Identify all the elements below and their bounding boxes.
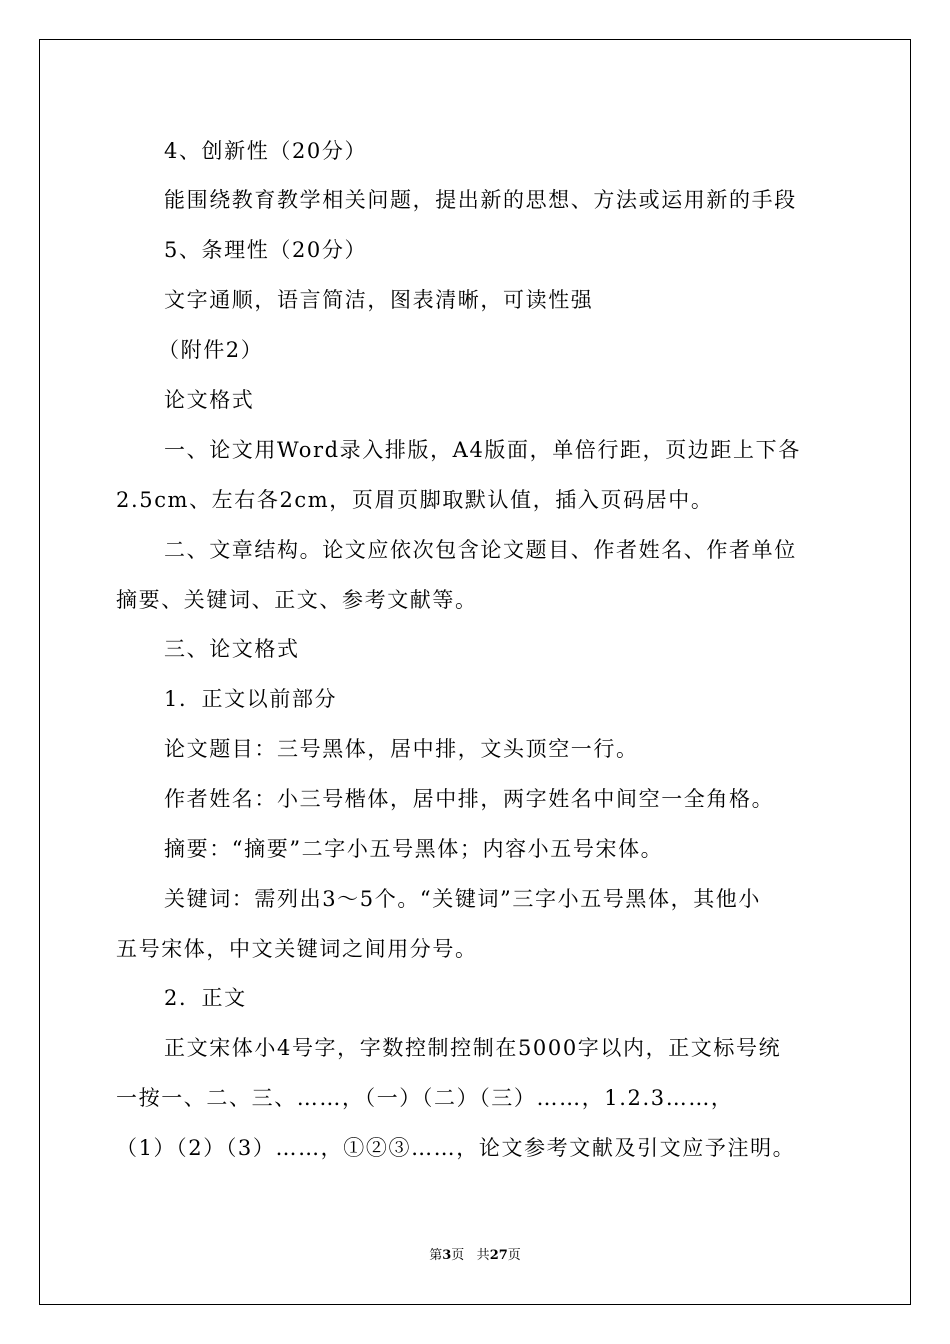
criterion-innovation-heading: 4、创新性（20分） (164, 139, 368, 163)
paragraph-line: 论文题目：三号黑体，居中排，文头顶空一行。 (164, 737, 639, 761)
criterion-logic-text: 文字通顺，语言简洁，图表清晰，可读性强 (164, 288, 594, 312)
paragraph-line: （1）（2）（3）……，①②③……，论文参考文献及引文应予注明。 (116, 1136, 796, 1160)
footer-page-suffix: 页 (451, 1248, 465, 1263)
paragraph-line: 一、论文用Word录入排版，A4版面，单倍行距，页边距上下各 (164, 438, 801, 462)
paragraph-line: 一按一、二、三、……，（一）（二）（三）……，1.2.3……， (116, 1086, 734, 1110)
criterion-logic-heading: 5、条理性（20分） (164, 238, 368, 262)
paragraph-line: 摘要、关键词、正文、参考文献等。 (116, 588, 478, 612)
total-page-count: 27 (489, 1248, 508, 1263)
paragraph-line: 五号宋体，中文关键词之间用分号。 (116, 937, 478, 961)
paragraph-line: 摘要：“摘要”二字小五号黑体；内容小五号宋体。 (164, 837, 664, 861)
page-border (39, 39, 911, 1305)
subsection-heading: 2．正文 (164, 986, 247, 1010)
footer-total-prefix: 共 (476, 1248, 490, 1263)
footer-prefix: 第 (429, 1248, 443, 1263)
current-page-number: 3 (442, 1248, 452, 1263)
page-number-footer (0, 1247, 950, 1265)
subsection-heading: 三、论文格式 (164, 637, 300, 661)
paragraph-line: 二、文章结构。论文应依次包含论文题目、作者姓名、作者单位 (164, 538, 797, 562)
criterion-innovation-text: 能围绕教育教学相关问题，提出新的思想、方法或运用新的手段 (164, 188, 797, 212)
paragraph-line: 关键词：需列出3～5个。“关键词”三字小五号黑体，其他小 (164, 887, 761, 911)
section-title: 论文格式 (164, 388, 255, 412)
paragraph-line: 正文宋体小4号字，字数控制控制在5000字以内，正文标号统 (164, 1036, 782, 1060)
subsection-heading: 1．正文以前部分 (164, 687, 338, 711)
paragraph-line: 作者姓名：小三号楷体，居中排，两字姓名中间空一全角格。 (164, 787, 775, 811)
attachment-label: （附件2） (158, 338, 264, 362)
footer-total-suffix: 页 (507, 1248, 521, 1263)
paragraph-line: 2.5cm、左右各2cm，页眉页脚取默认值，插入页码居中。 (116, 488, 714, 512)
